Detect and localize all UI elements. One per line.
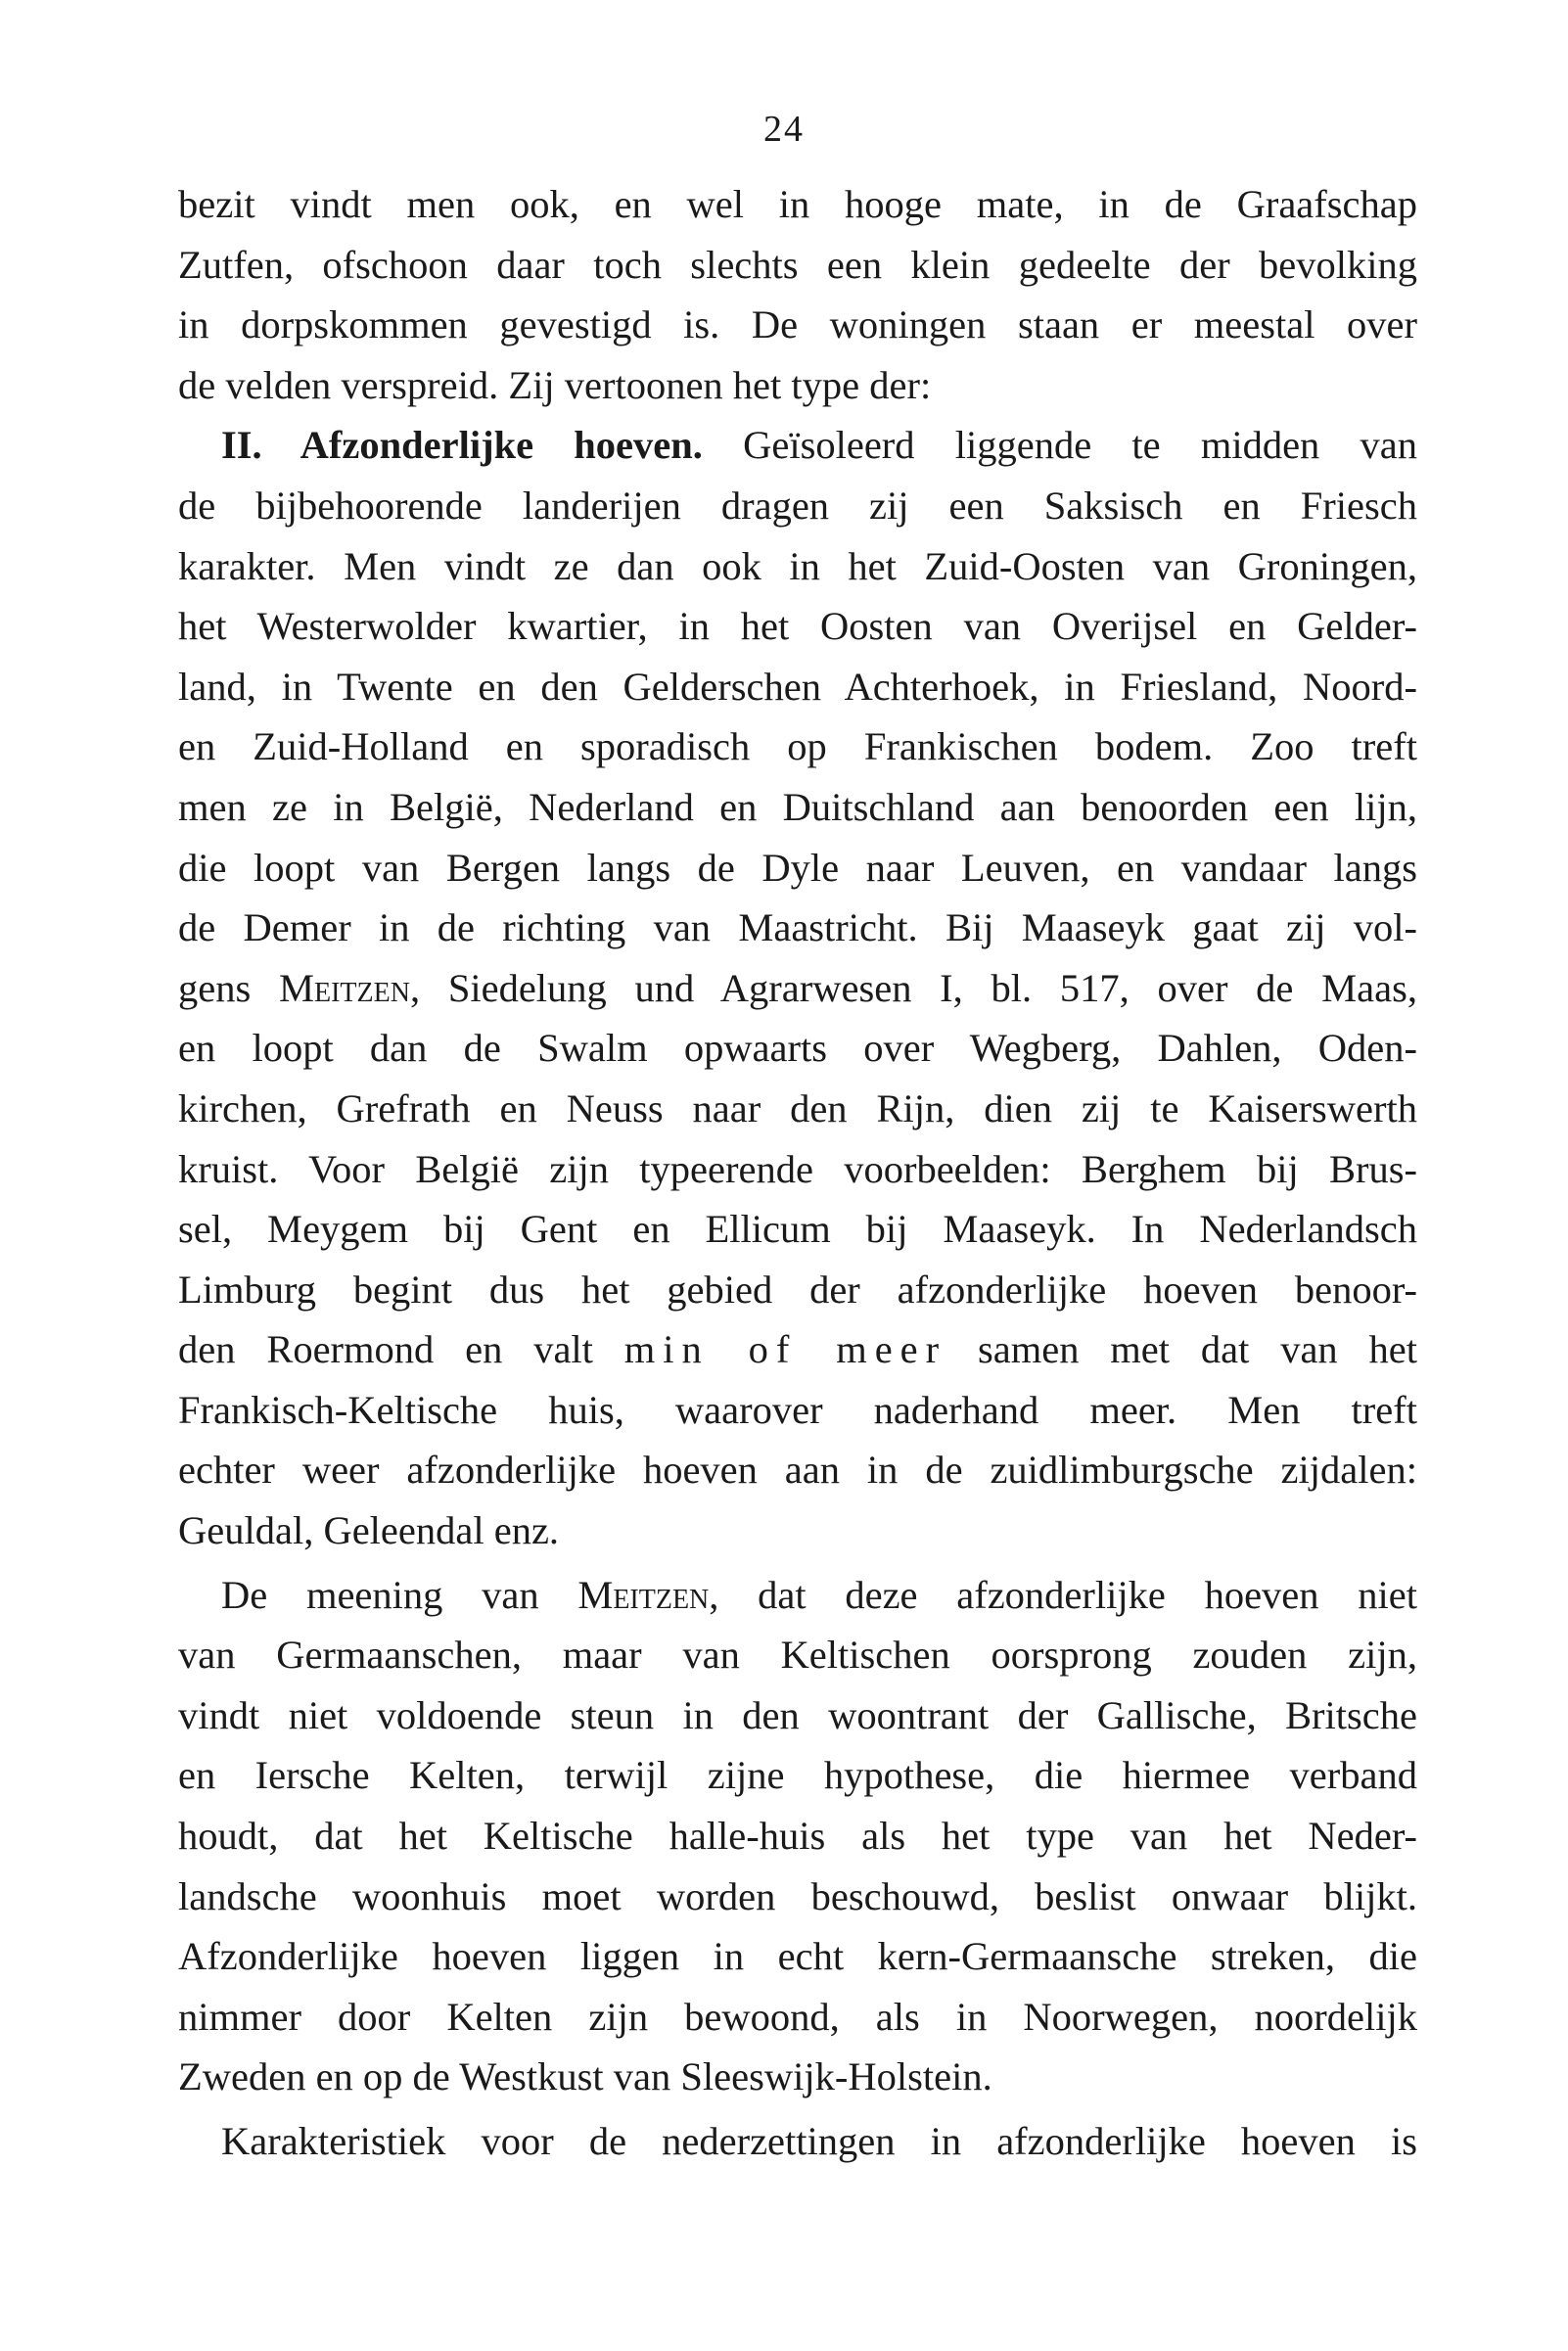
text-line: Limburg begint dus het gebied der afzonderlijke hoeven benoor- [178, 1267, 1417, 1312]
author-name: Meitzen [278, 965, 410, 1010]
text-line: en Zuid-Holland en sporadisch op Frankischen bodem. Zoo treft [178, 724, 1417, 769]
text-line: Zweden en op de Westkust van Sleeswijk-Holstein. [178, 2054, 992, 2099]
heading-line [178, 415, 1417, 476]
text-line: het Westerwolder kwartier, in het Oosten van Overijsel en Gelder- [178, 604, 1417, 649]
text-line: vindt niet voldoende steun in den woontrant der Gallische, Britsche [178, 1692, 1417, 1737]
text-line: die loopt van Bergen langs de Dyle naar Leuven, en vandaar langs [178, 845, 1417, 890]
text-line [178, 1565, 1417, 1626]
text-line [178, 958, 1417, 1019]
text-span: Geïsoleerd liggende te midden van [702, 423, 1417, 468]
text-line: houdt, dat het Keltische halle-huis als het type van het Neder- [178, 1814, 1417, 1859]
text-line: nimmer door Kelten zijn bewoond, als in Noorwegen, noordelijk [178, 1994, 1417, 2039]
paragraph-3 [178, 1565, 1417, 2107]
text-line: landsche woonhuis moet worden beschouwd, beslist onwaar blijkt. [178, 1873, 1417, 1918]
text-span: , dat deze afzonderlijke hoeven niet [709, 1572, 1417, 1617]
text-line: en loopt dan de Swalm opwaarts over Wegberg, Dahlen, Oden- [178, 1026, 1417, 1071]
text-line: bezit vindt men ook, en wel in hooge mate, in de Graafschap [178, 182, 1417, 226]
text-line: de bijbehoorende landerijen dragen zij een Saksisch en Friesch [178, 483, 1417, 528]
paragraph-4 [178, 2111, 1417, 2172]
text-line: sel, Meygem bij Gent en Ellicum bij Maaseyk. In Nederlandsch [178, 1207, 1417, 1252]
body-text [178, 174, 1417, 2172]
text-span: den Roermond en valt [178, 1327, 624, 1372]
text-line: men ze in België, Nederland en Duitschland aan benoorden een lijn, [178, 784, 1417, 829]
text-line: de Demer in de richting van Maastricht. Bij Maaseyk gaat zij vol- [178, 905, 1417, 950]
text-line: kirchen, Grefrath en Neuss naar den Rijn, dien zij te Kaiserswerth [178, 1085, 1417, 1130]
text-line: Karakteristiek voor de nederzettingen in afzonderlijke hoeven is [221, 2119, 1417, 2163]
author-name: Meitzen [577, 1572, 710, 1617]
text-span: samen met dat van het [946, 1327, 1417, 1372]
paragraph-2 [178, 415, 1417, 1560]
text-line: Geuldal, Geleendal enz. [178, 1508, 560, 1553]
text-line: echter weer afzonderlijke hoeven aan in de zuidlimburgsche zijdalen: [178, 1448, 1417, 1493]
text-line: en Iersche Kelten, terwijl zijne hypothese, die hiermee verband [178, 1753, 1417, 1798]
text-line: Zutfen, ofschoon daar toch slechts een klein gedeelte der bevolking [178, 242, 1417, 287]
text-line: karakter. Men vindt ze dan ook in het Zuid-Oosten van Groningen, [178, 543, 1417, 588]
text-span: De meening van [221, 1572, 578, 1617]
text-line: Afzonderlijke hoeven liggen in echt kern-Germaansche streken, die [178, 1934, 1417, 1979]
text-line: Frankisch-Keltische huis, waarover naderhand meer. Men treft [178, 1387, 1417, 1432]
text-line: de velden verspreid. Zij vertoonen het type der: [178, 362, 932, 407]
text-line: van Germaanschen, maar van Keltischen oorsprong zouden zijn, [178, 1633, 1417, 1678]
text-line: kruist. Voor België zijn typeerende voorbeelden: Berghem bij Brus- [178, 1146, 1417, 1191]
paragraph-1 [178, 174, 1417, 415]
text-line [178, 1319, 1417, 1380]
section-heading: II. Afzonderlijke hoeven. [221, 423, 703, 468]
emphasis-spaced: min of meer [623, 1327, 947, 1372]
text-line: in dorpskommen gevestigd is. De woningen staan er meestal over [178, 302, 1417, 347]
page-number: 24 [763, 109, 805, 150]
text-span: , Siedelung und Agrarwesen I, bl. 517, over de Maas, [409, 965, 1417, 1010]
text-line: land, in Twente en den Gelderschen Achterhoek, in Friesland, Noord- [178, 664, 1417, 709]
text-span: gens [178, 965, 279, 1010]
